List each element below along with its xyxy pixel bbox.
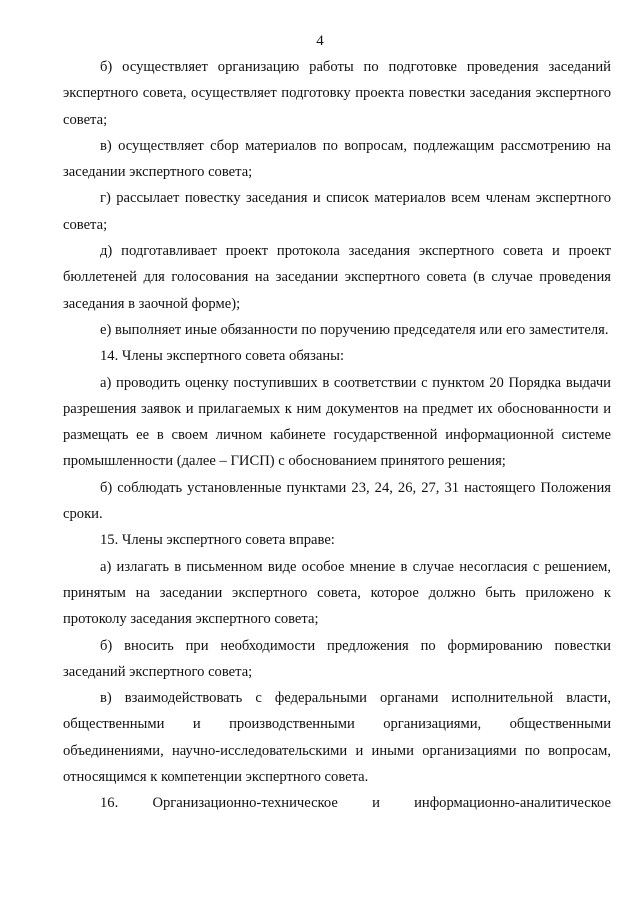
paragraph-e-other-duties: е) выполняет иные обязанности по поручению председателя или его заместителя. bbox=[100, 321, 609, 338]
page-number: 4 bbox=[316, 33, 324, 49]
section-15-heading: 15. Члены экспертного совета вправе: bbox=[100, 532, 335, 549]
paragraph-g-agenda: г) рассылает повестку заседания и список материалов всем членам экспертного совета; bbox=[63, 190, 611, 233]
paragraph-v-materials: в) осуществляет сбор материалов по вопросам, подлежащим рассмотрению на заседании экспертного совета; bbox=[63, 137, 611, 181]
section-14-heading: 14. Члены экспертного совета обязаны: bbox=[100, 348, 345, 365]
paragraph-15a-dissent: а) излагать в письменном виде особое мнение в случае несогласия с решением, принятым на заседании экспертного совета, которое должно быть приложено к протоколу заседания экспертного совета; bbox=[63, 558, 611, 628]
paragraph-14a-evaluation: а) проводить оценку поступивших в соответствии с пунктом 20 Порядка выдачи разрешения заявок и прилагаемых к ним документов на предмет их обоснованности и размещать ее в своем личном кабинете государственной информационной системе промышленности (далее – ГИСП) с обоснованием принятого решения; bbox=[63, 374, 611, 470]
paragraph-d-protocol: д) подготавливает проект протокола заседания экспертного совета и проект бюллетеней для голосования на заседании экспертного совета (в случае проведения заседания в заочной форме); bbox=[63, 243, 611, 312]
paragraph-b-organization: б) осуществляет организацию работы по подготовке проведения заседаний экспертного совета, осуществляет подготовку проекта повестки заседания экспертного совета; bbox=[63, 59, 611, 128]
paragraph-15b-proposals: б) вносить при необходимости предложения по формированию повестки заседаний экспертного совета; bbox=[63, 637, 611, 680]
document-body bbox=[63, 54, 611, 817]
paragraph-14b-deadlines: б) соблюдать установленные пунктами 23, 24, 26, 27, 31 настоящего Положения сроки. bbox=[63, 479, 611, 523]
paragraph-15v-cooperation: в) взаимодействовать с федеральными органами исполнительной власти, общественными и производственными организациями, общественными объединениями, научно-исследовательскими и иными организациями по вопросам, относящимся к компетенции экспертного совета. bbox=[63, 690, 611, 786]
section-16-heading: 16. Организационно-техническое и информационно-аналитическое bbox=[100, 795, 611, 812]
